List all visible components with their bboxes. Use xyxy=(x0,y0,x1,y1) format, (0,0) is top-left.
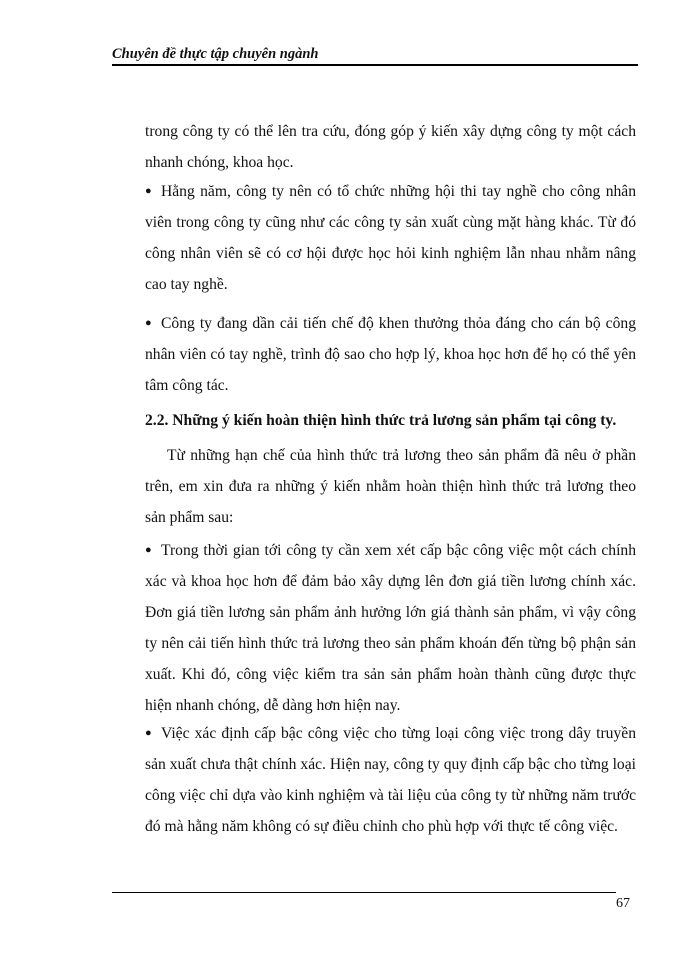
bullet-paragraph-job-grade xyxy=(145,535,636,721)
running-header: Chuyên đề thực tập chuyên ngành xyxy=(112,46,319,62)
bullet-icon: ● xyxy=(145,185,152,197)
paragraph-continuation: trong công ty có thể lên tra cứu, đóng góp ý kiến xây dựng công ty một cách nhanh chóng, khoa học. xyxy=(145,123,636,171)
footer-rule xyxy=(112,892,616,893)
bullet-text: Trong thời gian tới công ty cần xem xét cấp bậc công việc một cách chính xác và khoa học hơn để đảm bảo xây dựng lên đơn giá tiền lương chính xác. Đơn giá tiền lương sản phẩm ảnh hưởng lớn giá thành sản phẩm, vì vậy công ty nên cải tiến hình thức trả lương theo sản phẩm khoán đến từng bộ phận sản xuất. Khi đó, công việc kiểm tra sản sản phẩm hoàn thành cũng được thực hiện nhanh chóng, dễ dàng hơn hiện nay. xyxy=(145,542,636,714)
header-rule xyxy=(112,64,638,66)
bullet-text: Hằng năm, công ty nên có tổ chức những hội thi tay nghề cho công nhân viên trong công ty cũng như các công ty sản xuất cùng mặt hàng khác. Từ đó công nhân viên sẽ có cơ hội được học hỏi kinh nghiệm lẫn nhau nhằm nâng cao tay nghề. xyxy=(145,183,636,293)
bullet-text: Việc xác định cấp bậc công việc cho từng loại công việc trong dây truyền sản xuất chưa thật chính xác. Hiện nay, công ty quy định cấp bậc cho từng loại công việc chỉ dựa vào kinh nghiệm và tài liệu của công ty từ những năm trước đó mà hằng năm không có sự điều chỉnh cho phù hợp với thực tế công việc. xyxy=(145,725,636,835)
bullet-paragraph-rewards xyxy=(145,308,636,401)
bullet-icon: ● xyxy=(145,544,152,556)
bullet-paragraph-competitions xyxy=(145,176,636,300)
bullet-text: Công ty đang dần cải tiến chế độ khen thưởng thỏa đáng cho cán bộ công nhân viên có tay nghề, trình độ sao cho hợp lý, khoa học hơn để họ có thể yên tâm công tác. xyxy=(145,315,636,394)
bullet-icon: ● xyxy=(145,727,152,739)
page-number: 67 xyxy=(616,896,630,911)
paragraph-intro: Từ những hạn chế của hình thức trả lương theo sản phẩm đã nêu ở phần trên, em xin đưa ra những ý kiến nhằm hoàn thiện hình thức trả lương theo sản phẩm sau: xyxy=(145,447,636,526)
bullet-paragraph-production-line xyxy=(145,718,636,842)
bullet-icon: ● xyxy=(145,317,152,329)
section-heading: 2.2. Những ý kiến hoàn thiện hình thức trả lương sản phẩm tại công ty. xyxy=(145,412,617,429)
